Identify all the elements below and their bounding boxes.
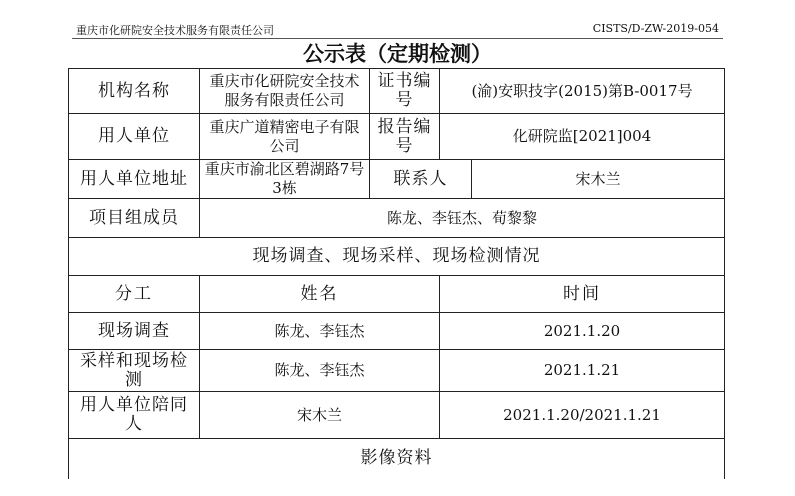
row-team — [69, 199, 725, 238]
org-value: 重庆市化研院安全技术服务有限责任公司 — [200, 69, 370, 114]
disclosure-table — [68, 68, 725, 479]
row-section-title — [69, 238, 725, 276]
table-row — [69, 392, 725, 439]
row-name: 陈龙、李钰杰 — [200, 313, 440, 350]
page-title: 公示表（定期检测） — [303, 41, 492, 66]
table-row — [69, 313, 725, 350]
row-address — [69, 160, 725, 199]
header-doc-code: CISTS/D-ZW-2019-054 — [592, 22, 719, 35]
contact-value: 宋木兰 — [472, 160, 725, 199]
row-role: 采样和现场检测 — [69, 350, 200, 392]
row-role: 用人单位陪同人 — [69, 392, 200, 439]
column-header-name: 姓名 — [200, 276, 440, 313]
row-time: 2021.1.21 — [440, 350, 725, 392]
report-value: 化研院监[2021]004 — [440, 114, 725, 160]
row-org — [69, 69, 725, 114]
row-images — [69, 439, 725, 479]
row-column-headers — [69, 276, 725, 313]
column-header-role: 分工 — [69, 276, 200, 313]
row-time: 2021.1.20/2021.1.21 — [440, 392, 725, 439]
team-value: 陈龙、李钰杰、荀黎黎 — [200, 199, 725, 238]
column-header-time: 时间 — [440, 276, 725, 313]
contact-label: 联系人 — [370, 160, 472, 199]
row-name: 宋木兰 — [200, 392, 440, 439]
header-company: 重庆市化研院安全技术服务有限责任公司 — [76, 24, 274, 37]
employer-label: 用人单位 — [69, 114, 200, 160]
address-label: 用人单位地址 — [69, 160, 200, 199]
employer-value: 重庆广道精密电子有限公司 — [200, 114, 370, 160]
row-time: 2021.1.20 — [440, 313, 725, 350]
address-value: 重庆市渝北区碧湖路7号3栋 — [200, 160, 370, 199]
cert-value: (渝)安职技字(2015)第B-0017号 — [440, 69, 725, 114]
cert-label: 证书编号 — [370, 69, 440, 114]
team-label: 项目组成员 — [69, 199, 200, 238]
org-label: 机构名称 — [69, 69, 200, 114]
report-label: 报告编号 — [370, 114, 440, 160]
row-name: 陈龙、李钰杰 — [200, 350, 440, 392]
section-title: 现场调查、现场采样、现场检测情况 — [69, 238, 725, 276]
row-employer — [69, 114, 725, 160]
table-row — [69, 350, 725, 392]
images-title: 影像资料 — [69, 439, 725, 479]
row-role: 现场调查 — [69, 313, 200, 350]
